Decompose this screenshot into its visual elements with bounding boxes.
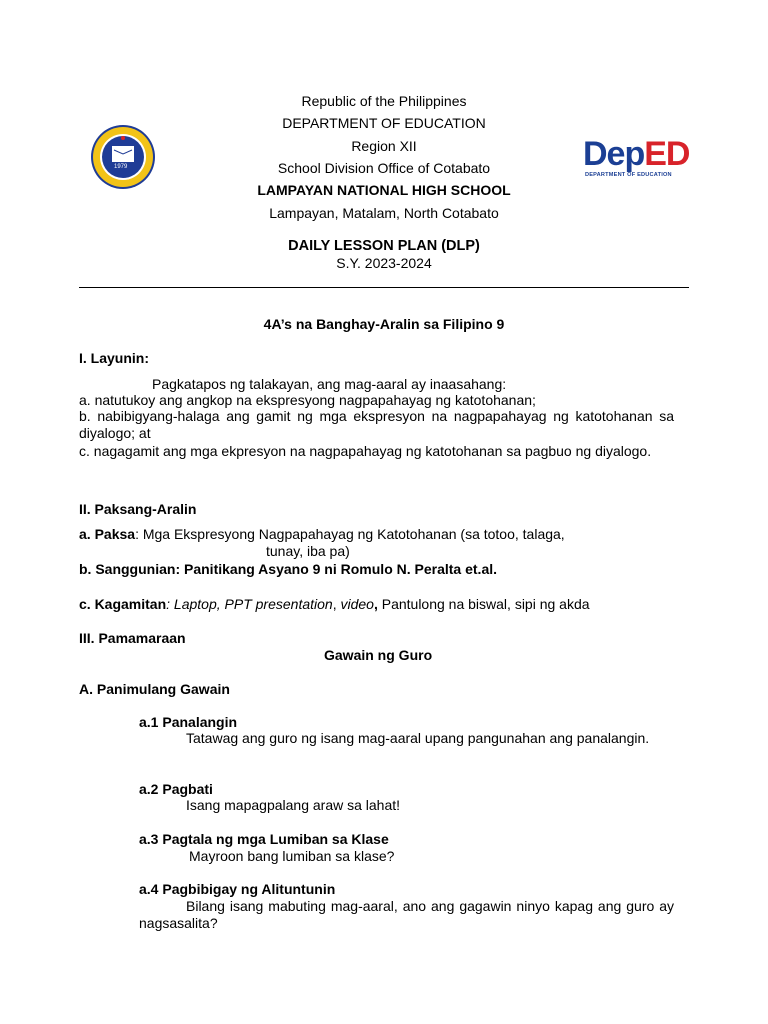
a4-title: a.4 Pagbibigay ng Alituntunin <box>139 881 336 897</box>
deped-subtitle: DEPARTMENT OF EDUCATION <box>585 172 672 178</box>
sanggunian-label: b. Sanggunian <box>79 561 176 577</box>
header-division: School Division Office of Cotabato <box>277 160 491 176</box>
lesson-title: 4A’s na Banghay-Aralin sa Filipino 9 <box>263 316 505 332</box>
paksa-line <box>79 526 565 542</box>
header-republic: Republic of the Philippines <box>301 93 467 109</box>
kagamitan-label: c. Kagamitan <box>79 596 167 612</box>
gawain-ng-guro-title: Gawain ng Guro <box>324 647 433 663</box>
layunin-b: b. nabibigyang-halaga ang gamit ng mga ekspresyon na nagpapahayag ng katotohanan sa diyalogo; at <box>79 408 674 441</box>
header-region: Region XII <box>351 138 417 154</box>
a3-text: Mayroon bang lumiban sa klase? <box>189 848 395 864</box>
layunin-a: a. natutukoy ang angkop na ekspresyong nagpapahayag ng katotohanan; <box>79 392 536 408</box>
kagamitan-line <box>79 596 590 612</box>
a1-text: Tatawag ang guro ng isang mag-aaral upang pangunahan ang panalangin. <box>186 730 650 746</box>
header-deped: DEPARTMENT OF EDUCATION <box>282 115 486 131</box>
doc-title: DAILY LESSON PLAN (DLP) <box>288 238 480 254</box>
kagamitan-italic-2: video <box>340 596 374 612</box>
pamamaraan-heading: III. Pamamaraan <box>79 630 186 646</box>
paksa-continuation: tunay, iba pa) <box>266 543 350 559</box>
sanggunian-line <box>79 561 497 577</box>
a3-title: a.3 Pagtala ng mga Lumiban sa Klase <box>139 831 389 847</box>
layunin-c: c. nagagamit ang mga ekpresyon na nagpapahayag ng katotohanan sa pagbuo ng diyalogo. <box>79 443 652 459</box>
a4-text: Bilang isang mabuting mag-aaral, ano ang gagawin ninyo kapag ang guro ay nagsasalita? <box>139 898 674 931</box>
school-seal-logo <box>90 124 156 190</box>
paksa-text: : Mga Ekspresyong Nagpapahayag ng Katotohanan (sa totoo, talaga, <box>135 526 565 542</box>
sanggunian-text: : Panitikang Asyano 9 ni Romulo N. Peralta et.al. <box>175 561 498 577</box>
layunin-intro: Pagkatapos ng talakayan, ang mag-aaral ay inaasahang: <box>152 376 507 392</box>
header-address: Lampayan, Matalam, North Cotabato <box>269 205 499 221</box>
kagamitan-italic-1: : Laptop, PPT presentation <box>166 596 333 612</box>
layunin-heading: I. Layunin: <box>79 350 149 366</box>
kagamitan-comma: , <box>373 596 378 612</box>
paksang-aralin-heading: II. Paksang-Aralin <box>79 501 197 517</box>
a2-title: a.2 Pagbati <box>139 781 213 797</box>
panimulang-gawain-heading: A. Panimulang Gawain <box>79 681 230 697</box>
kagamitan-sep: , <box>332 596 341 612</box>
a2-text: Isang mapagpalang araw sa lahat! <box>186 797 401 813</box>
a1-title: a.1 Panalangin <box>139 714 238 730</box>
seal-year: 1979 <box>114 164 128 170</box>
header-divider <box>79 287 689 288</box>
school-year: S.Y. 2023-2024 <box>336 255 432 271</box>
header-school: LAMPAYAN NATIONAL HIGH SCHOOL <box>257 182 511 198</box>
deped-wordmark: DepED <box>583 135 690 173</box>
kagamitan-rest: Pantulong na biswal, sipi ng akda <box>377 596 590 612</box>
paksa-label: a. Paksa <box>79 526 136 542</box>
